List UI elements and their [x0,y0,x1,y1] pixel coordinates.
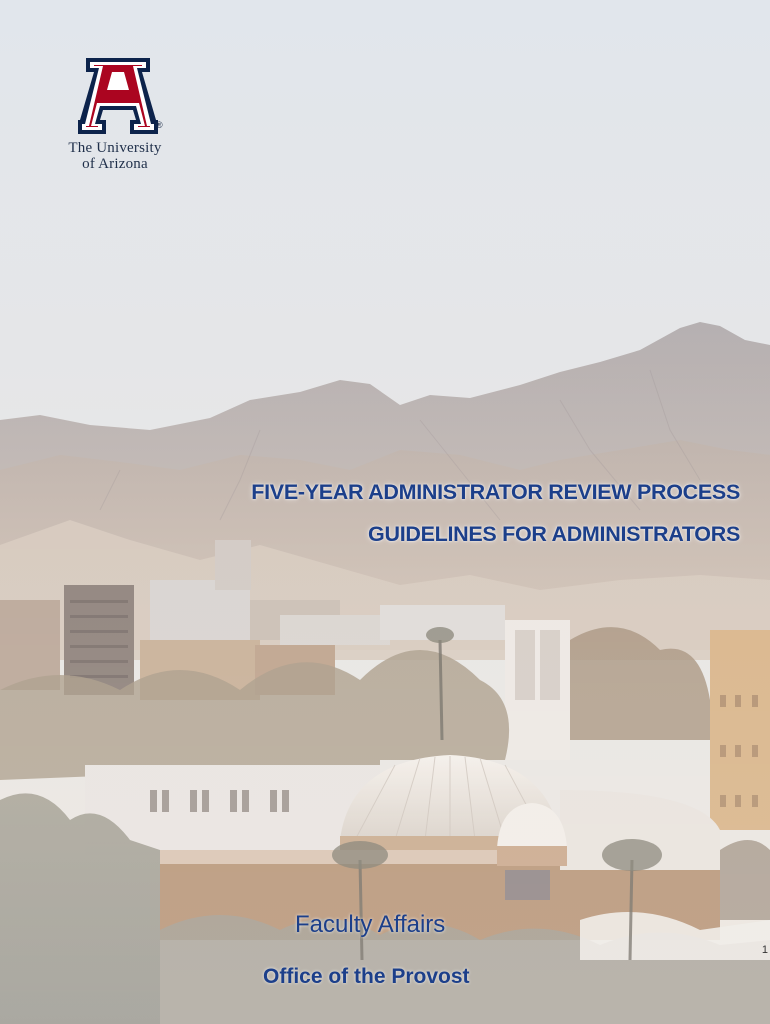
page-number: 1 [761,944,768,956]
document-title [251,480,740,546]
department-name: Faculty Affairs [295,911,446,938]
university-logo [56,58,176,172]
title-line-1: FIVE-YEAR ADMINISTRATOR REVIEW PROCESS [251,480,740,504]
block-a-logo-icon [78,58,158,134]
office-name: Office of the Provost [263,965,470,988]
title-line-2: GUIDELINES FOR ADMINISTRATORS [368,522,740,546]
wordmark-line-2: of Arizona [82,156,148,172]
wordmark-line-1: The University [68,140,162,156]
registered-mark: ® [156,120,163,130]
university-wordmark [50,140,180,172]
